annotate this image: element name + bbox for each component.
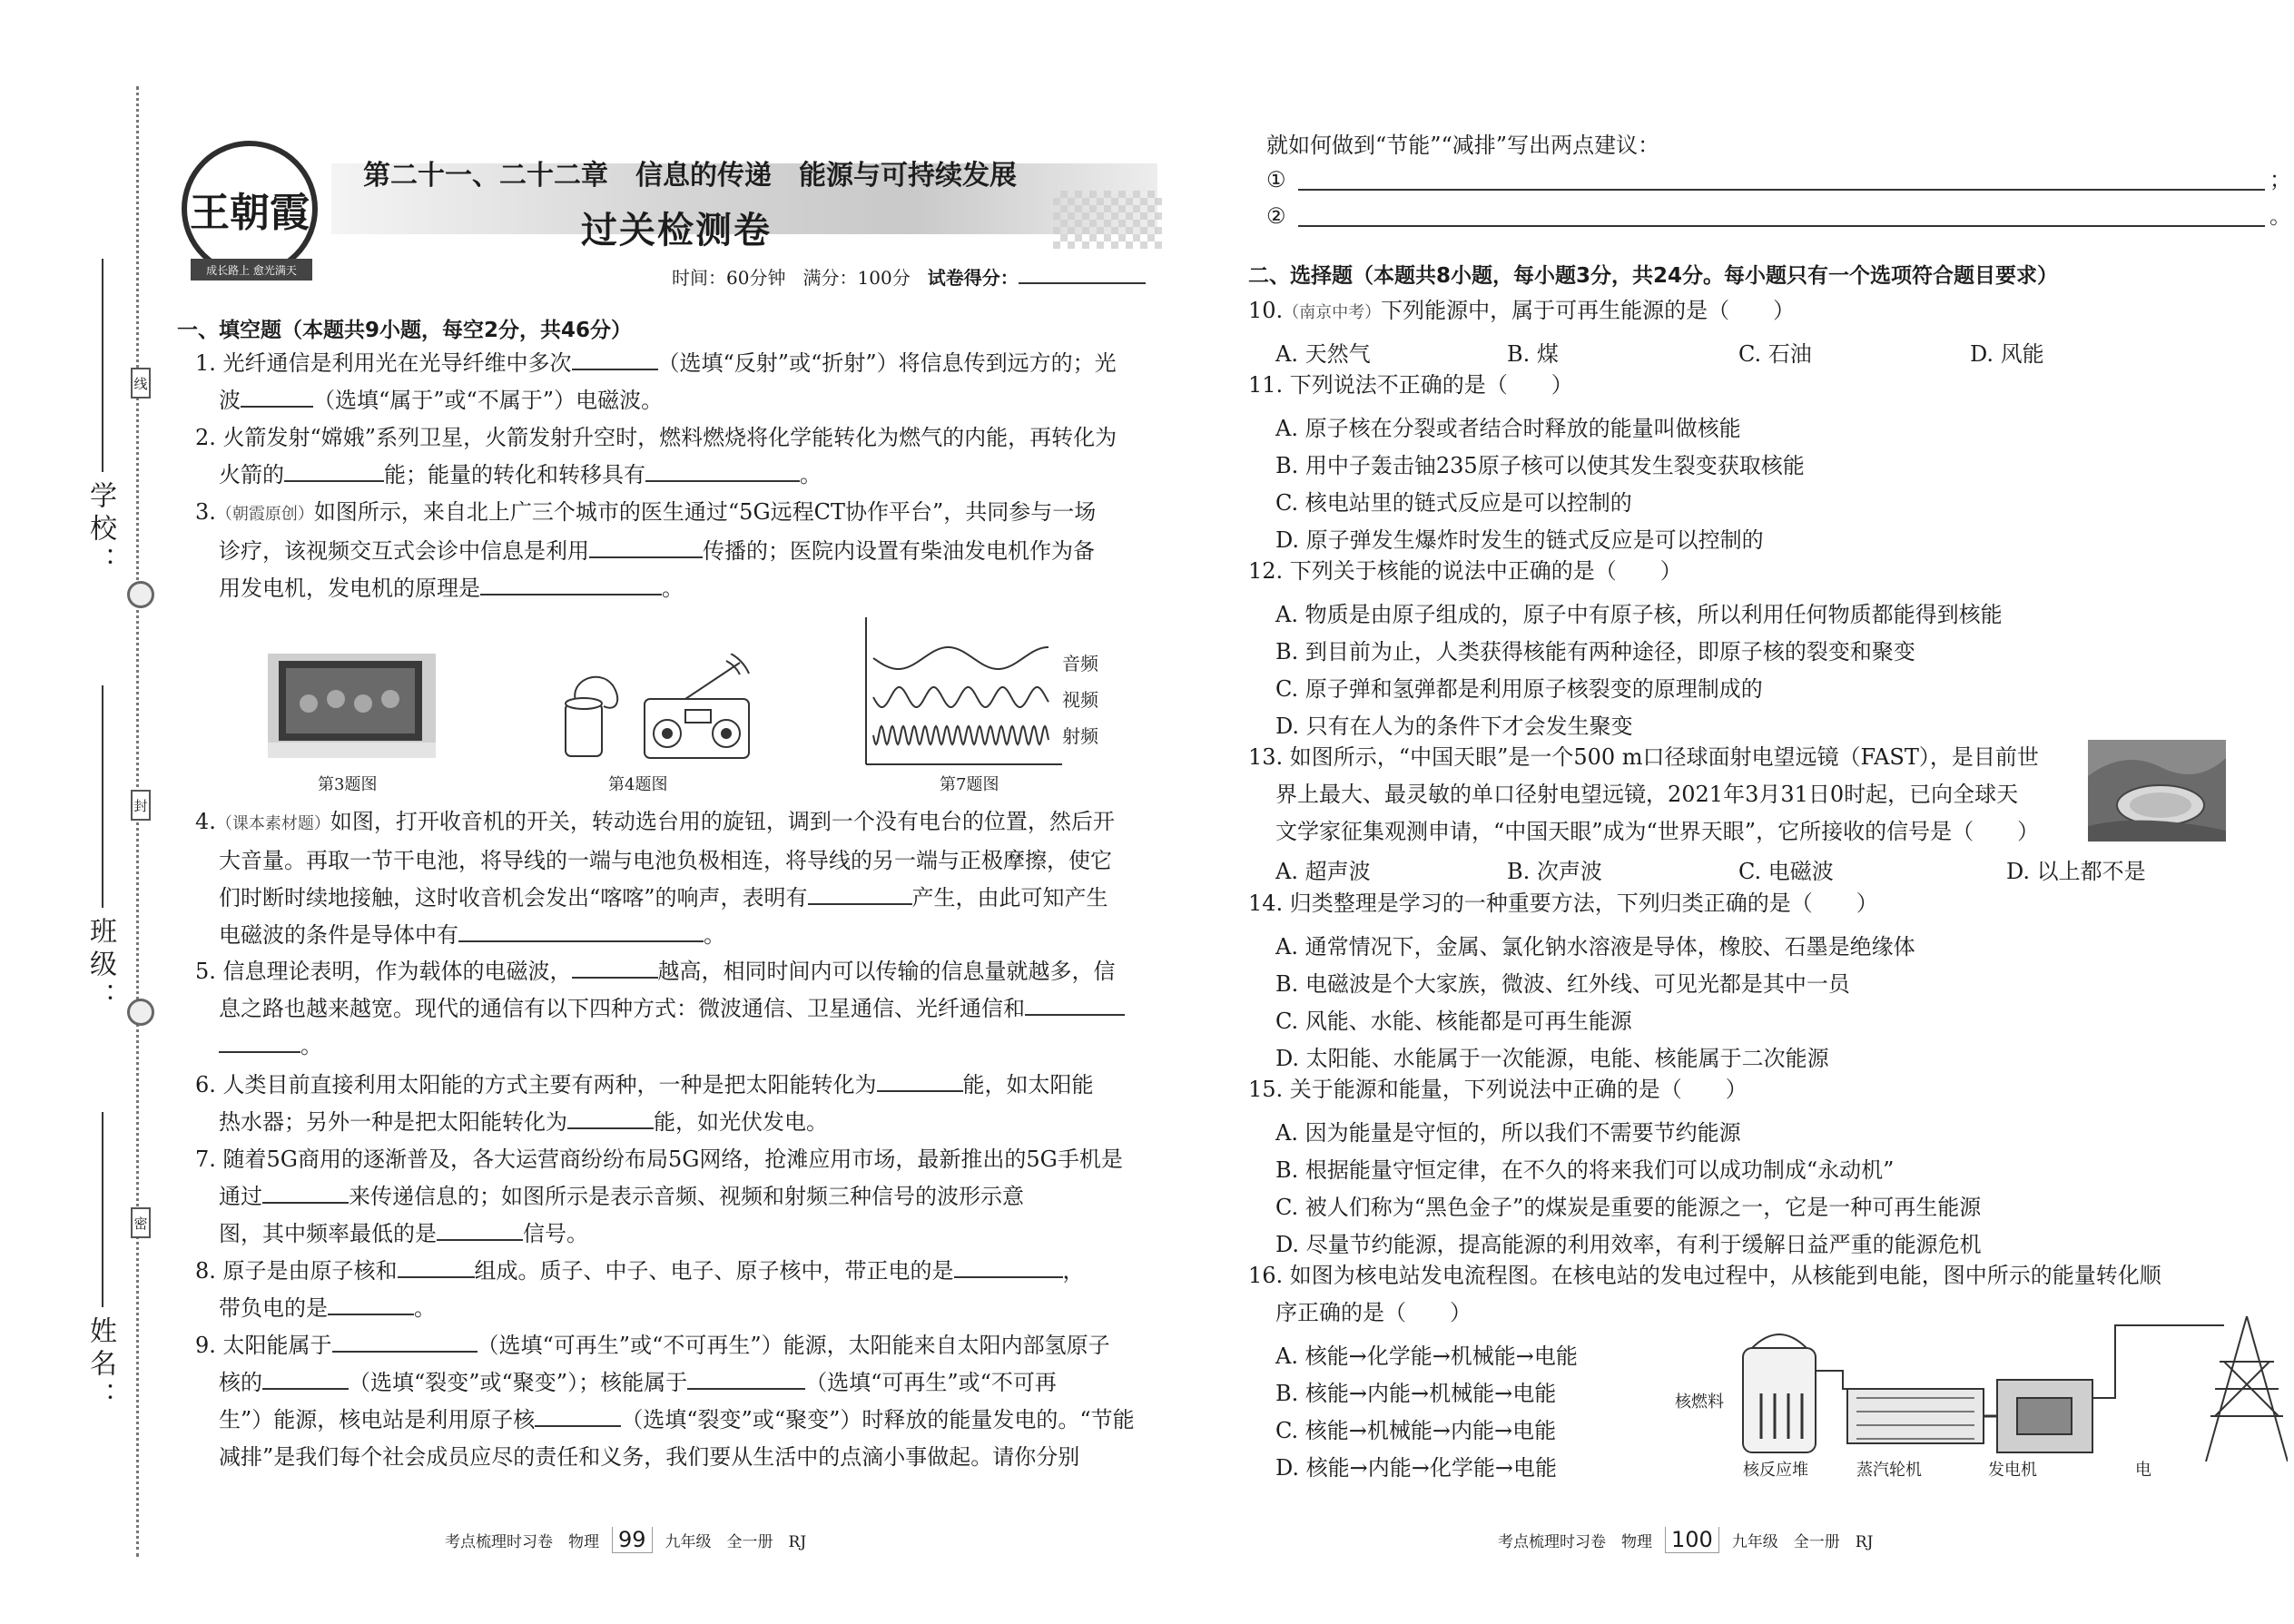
option-11-d[interactable]: D. 原子弹发生爆炸时发生的链式反应是可以控制的 <box>1275 527 1764 553</box>
option-15-b[interactable]: B. 根据能量守恒定律，在不久的将来我们可以成功制成“永动机” <box>1275 1157 1895 1183</box>
option-10-c[interactable]: C. 石油 <box>1738 341 1812 367</box>
option-16-a[interactable]: A. 核能→化学能→机械能→电能 <box>1275 1343 1578 1369</box>
option-10-a[interactable]: A. 天然气 <box>1275 341 1371 367</box>
score-field[interactable] <box>1019 282 1146 284</box>
right-page: 就如何做到“节能”“减排”写出两点建议： ① ； ② 。 二、选择题（本题共8小题，每小题3分，共24分。每小题只有一个选项符合题目要求） 10.（南京中考）下列能源中，属于可再生能源的是（ ） A. 天然气 B. 煤 C. 石油 D. 风能 11. 下列说法不正确的是（ ） A. 原子核在分裂或者结合时释放的能量叫做核能 B. 用中子轰击铀235原子核可以使其发生裂变获取核能 C. 核电站里的链式反应是可以控制的 D. 原子弹发生爆炸时发生的链式反应是可以控制的 12. 下列关于核能的说法中正确的是（ ） A. 物质是由原子组成的，原子中有原子核，所以利用任何物质都能得到核能 B. 到目前为止，人类获得核能有两种途径，即原子核的裂变和聚变 C. 原子弹和氢弹都是利用原子核裂变的原理制成的 D. 只有在人为的条件下才会发生聚变 13. 如图所示，“中国天眼”是一个500 m口径球面射电望远镜（FAST），是目前世 界上最大、最灵敏的单口径射电望远镜，2021年3月31日0时起，已向全球天 文学家征集观测申请，“中国天眼”成为“世界天眼”，它所接收的信号是（ ） A. 超声波 B. 次声波 C. 电磁波 D. 以上都不是 14. 归类整理是学习的一种重要方法，下列归类正确的是（ ） A. 通常情况下，金属、氯化钠水溶液是导体，橡胶、石墨是绝缘体 B. 电磁波是个大家族，微波、红外线、可见光都是其中一员 C. 风能、水能、核能都是可再生能源 D. 太阳能、水能属于一次能源，电能、核能属于二次能源 15. 关于能源和能量，下列说法中正确的是（ ） A. 因为能量是守恒的，所以我们不需要节约能源 B. 根据能量守恒定律，在不久的将来我们可以成功制成“永动机” C. 被人们称为“黑色金子”的煤炭是重要的能源之一，它是一种可再生能源 D. 尽量节约能源，提高能源的利用效率，有利于缓解日益严重的能源危机 16. 如图为核电站发电流程图。在核电站的发电过程中，从核能到电能，图中所示的能量转化顺 序正确的是（ ） A. 核能→化学能→机械能→电能 B. 核能→内能→机械能→电能 C. 核能→机械能→内能→电能 D. 核能→内能→化学能→电能 核燃料 核反应堆 蒸汽轮机 发电机 电 考点梳理时习卷 物理 100 九年级 全一册 RJ <box>1171 0 2294 1624</box>
fig3-caption: 第3题图 <box>318 775 378 794</box>
section-choice: 二、选择题（本题共8小题，每小题3分，共24分。每小题只有一个选项符合题目要求） <box>1248 264 2059 288</box>
option-14-a[interactable]: A. 通常情况下，金属、氯化钠水溶液是导体，橡胶、石墨是绝缘体 <box>1275 934 1915 960</box>
class-field[interactable] <box>102 685 103 908</box>
answer-blank[interactable] <box>535 1405 621 1427</box>
label-grid: 电 <box>2135 1461 2151 1480</box>
option-10-d[interactable]: D. 风能 <box>1970 341 2044 367</box>
page-number: 100 <box>1665 1527 1719 1553</box>
answer-blank[interactable] <box>332 1331 478 1353</box>
answer-blank[interactable] <box>437 1219 523 1241</box>
answer-blank[interactable] <box>1025 994 1125 1016</box>
advice-2-marker: ② <box>1266 203 1286 229</box>
brand-logo: 王朝霞 <box>182 141 318 277</box>
strip-box-seal: 封 <box>131 790 151 821</box>
option-12-d[interactable]: D. 只有在人为的条件下才会发生聚变 <box>1275 714 1633 739</box>
label-fuel: 核燃料 <box>1675 1393 1724 1412</box>
fast-telescope-photo <box>2088 740 2226 842</box>
answer-blank[interactable] <box>458 920 704 942</box>
question-15: 15. 关于能源和能量，下列说法中正确的是（ ） <box>1248 1077 1748 1102</box>
q9-continued: 就如何做到“节能”“减排”写出两点建议： <box>1266 133 1660 158</box>
option-12-b[interactable]: B. 到目前为止，人类获得核能有两种途径，即原子核的裂变和聚变 <box>1275 639 1915 664</box>
question-9: 9. 太阳能属于 （选填“可再生”或“不可再生”）能源，太阳能来自太阳内部氢原子 核的 （选填“裂变”或“聚变”）；核能属于 （选填“可再生”或“不可再 生”）能源，核电站是利用原子核 （选填“裂变”或“聚变”）时释放的能量发电的。“节能 减排”是我们每个社会成员应尽的责任和义务，我们要从生活中的点滴小事做起。请你分别 <box>195 1333 1135 1470</box>
advice-1-line[interactable] <box>1298 189 2265 191</box>
option-13-d[interactable]: D. 以上都不是 <box>2006 859 2146 884</box>
label-generator: 发电机 <box>1988 1461 2037 1480</box>
answer-blank[interactable] <box>284 460 384 482</box>
option-11-c[interactable]: C. 核电站里的链式反应是可以控制的 <box>1275 490 1632 516</box>
page-number: 99 <box>612 1527 653 1553</box>
option-14-b[interactable]: B. 电磁波是个大家族，微波、红外线、可见光都是其中一员 <box>1275 971 1850 997</box>
wave-label-audio: 音频 <box>1062 653 1098 674</box>
answer-blank[interactable] <box>219 1031 300 1053</box>
checker-pattern <box>1053 191 1162 249</box>
video-consultation-photo <box>268 654 436 758</box>
answer-blank[interactable] <box>954 1256 1063 1278</box>
question-4: 4.（课本素材题）如图，打开收音机的开关，转动选台用的旋钮，调到一个没有电台的位置，然后开 大音量。再取一节干电池，将导线的一端与电池负极相连，将导线的另一端与正极摩擦，使它 们时断时续地接触，这时收音机会发出“喀喀”的响声，表明有 产生，由此可知产生 电磁波的条件是导体中有 。 <box>195 809 1115 948</box>
label-reactor: 核反应堆 <box>1743 1461 1808 1480</box>
option-16-c[interactable]: C. 核能→机械能→内能→电能 <box>1275 1418 1557 1443</box>
answer-blank[interactable] <box>877 1070 963 1092</box>
strip-box-secret: 密 <box>131 1207 151 1238</box>
section-fill-blank: 一、填空题（本题共9小题，每空2分，共46分） <box>177 319 633 342</box>
exam-title: 过关检测卷 <box>581 210 772 251</box>
option-13-a[interactable]: A. 超声波 <box>1275 859 1371 884</box>
answer-blank[interactable] <box>589 536 703 558</box>
name-field[interactable] <box>102 1112 103 1307</box>
question-14: 14. 归类整理是学习的一种重要方法，下列归类正确的是（ ） <box>1248 891 1878 916</box>
binding-ring-icon <box>127 999 154 1026</box>
question-2: 2. 火箭发射“嫦娥”系列卫星，火箭发射升空时，燃料燃烧将化学能转化为燃气的内能，再转化为 火箭的 能；能量的转化和转移具有 。 <box>195 425 1117 487</box>
school-label: 学校： <box>84 481 116 579</box>
option-12-c[interactable]: C. 原子弹和氢弹都是利用原子核裂变的原理制成的 <box>1275 676 1763 702</box>
nuclear-plant-diagram <box>1661 1307 2288 1475</box>
school-field[interactable] <box>102 259 103 472</box>
question-1: 1. 光纤通信是利用光在光导纤维中多次 （选填“反射”或“折射”）将信息传到远方的；光 波 （选填“属于”或“不属于”）电磁波。 <box>195 350 1117 413</box>
question-13: 13. 如图所示，“中国天眼”是一个500 m口径球面射电望远镜（FAST），是目前世 界上最大、最灵敏的单口径射电望远镜，2021年3月31日0时起，已向全球天 文学家征集观测申请，“中国天眼”成为“世界天眼”，它所接收的信号是（ ） <box>1248 744 2040 844</box>
chapter-title: 第二十一、二十二章 信息的传递 能源与可持续发展 <box>363 160 1017 192</box>
answer-blank[interactable] <box>480 574 662 595</box>
option-15-c[interactable]: C. 被人们称为“黑色金子”的煤炭是重要的能源之一，它是一种可再生能源 <box>1275 1195 1982 1220</box>
answer-blank[interactable] <box>645 460 800 482</box>
name-label: 姓名： <box>84 1316 116 1414</box>
answer-blank[interactable] <box>572 349 658 370</box>
answer-blank[interactable] <box>567 1107 654 1129</box>
question-3: 3.（朝霞原创）如图所示，来自北上广三个城市的医生通过“5G远程CT协作平台”，共同参与一场 诊疗，该视频交互式会诊中信息是利用 传播的；医院内设置有柴油发电机作为备 用发电机，发电机的原理是 。 <box>195 499 1097 601</box>
option-11-a[interactable]: A. 原子核在分裂或者结合时释放的能量叫做核能 <box>1275 416 1741 441</box>
question-12: 12. 下列关于核能的说法中正确的是（ ） <box>1248 558 1682 584</box>
wave-label-video: 视频 <box>1062 689 1098 711</box>
question-16: 16. 如图为核电站发电流程图。在核电站的发电过程中，从核能到电能，图中所示的能量转化顺 序正确的是（ ） <box>1248 1263 2161 1325</box>
left-footer: 考点梳理时习卷 物理 99 九年级 全一册 RJ <box>445 1527 807 1552</box>
option-13-c[interactable]: C. 电磁波 <box>1738 859 1834 884</box>
class-label: 班级： <box>84 917 116 1015</box>
answer-blank[interactable] <box>328 1294 414 1315</box>
question-7: 7. 随着5G商用的逐渐普及，各大运营商纷纷布局5G网络，抢滩应用市场，最新推出的5G手机是 通过 来传递信息的；如图所示是表示音频、视频和射频三种信号的波形示意 图，其中频率最低的是 信号。 <box>195 1147 1123 1246</box>
fig7-caption: 第7题图 <box>940 775 999 794</box>
option-10-b[interactable]: B. 煤 <box>1507 341 1559 367</box>
question-11: 11. 下列说法不正确的是（ ） <box>1248 372 1573 398</box>
option-16-b[interactable]: B. 核能→内能→机械能→电能 <box>1275 1381 1557 1406</box>
option-14-c[interactable]: C. 风能、水能、核能都是可再生能源 <box>1275 1009 1632 1034</box>
strip-box-line: 线 <box>131 368 151 399</box>
binding-ring-icon <box>127 581 154 608</box>
option-12-a[interactable]: A. 物质是由原子组成的，原子中有原子核，所以利用任何物质都能得到核能 <box>1275 602 2003 627</box>
binding-dotted-line <box>136 86 142 1557</box>
answer-blank[interactable] <box>262 1182 349 1204</box>
option-15-d[interactable]: D. 尽量节约能源，提高能源的利用效率，有利于缓解日益严重的能源危机 <box>1275 1232 1982 1257</box>
answer-blank[interactable] <box>808 883 912 905</box>
advice-2-line[interactable] <box>1298 225 2265 227</box>
right-footer: 考点梳理时习卷 物理 100 九年级 全一册 RJ <box>1498 1527 1874 1552</box>
option-11-b[interactable]: B. 用中子轰击铀235原子核可以使其发生裂变获取核能 <box>1275 453 1805 478</box>
wave-label-radio: 射频 <box>1062 725 1098 747</box>
answer-blank[interactable] <box>262 1368 349 1390</box>
exam-meta: 时间：60分钟 满分：100分 试卷得分： <box>672 263 1146 290</box>
option-14-d[interactable]: D. 太阳能、水能属于一次能源，电能、核能属于二次能源 <box>1275 1046 1829 1071</box>
label-turbine: 蒸汽轮机 <box>1856 1461 1922 1480</box>
radio-battery-figure <box>558 654 753 763</box>
option-13-b[interactable]: B. 次声波 <box>1507 859 1602 884</box>
logo-ribbon: 成长路上 愈光满天 <box>191 259 312 281</box>
answer-blank[interactable] <box>241 386 313 408</box>
question-6: 6. 人类目前直接利用太阳能的方式主要有两种，一种是把太阳能转化为 能，如太阳能 热水器；另外一种是把太阳能转化为 能，如光伏发电。 <box>195 1072 1094 1135</box>
waveform-figure <box>862 617 1062 767</box>
answer-blank[interactable] <box>398 1256 475 1278</box>
fig4-caption: 第4题图 <box>608 775 668 794</box>
option-15-a[interactable]: A. 因为能量是守恒的，所以我们不需要节约能源 <box>1275 1120 1741 1146</box>
question-8: 8. 原子是由原子核和 组成。质子、中子、电子、原子核中，带正电的是 ， 带负电的是 。 <box>195 1258 1085 1321</box>
question-5: 5. 信息理论表明，作为载体的电磁波， 越高，相同时间内可以传输的信息量就越多，信 息之路也越来越宽。现代的通信有以下四种方式：微波通信、卫星通信、光纤通信和 。 <box>195 953 1157 1065</box>
advice-1-marker: ① <box>1266 167 1286 192</box>
option-16-d[interactable]: D. 核能→内能→化学能→电能 <box>1275 1455 1557 1481</box>
question-10: 10.（南京中考）下列能源中，属于可再生能源的是（ ） <box>1248 298 1796 323</box>
answer-blank[interactable] <box>572 957 658 979</box>
answer-blank[interactable] <box>687 1368 805 1390</box>
